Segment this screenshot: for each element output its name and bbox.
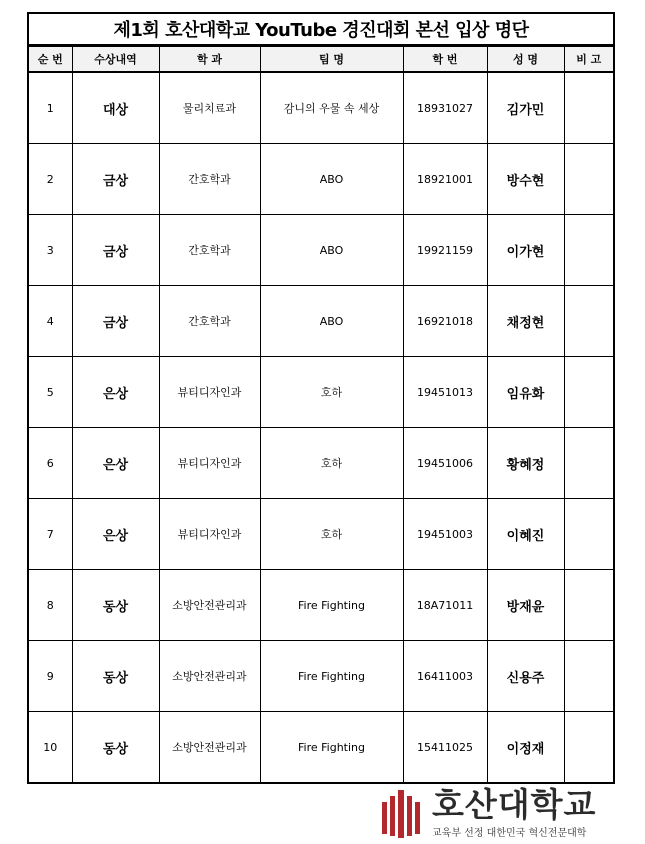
cell-award: 금상 [72, 215, 159, 286]
cell-number: 2 [29, 144, 72, 215]
cell-team: 호하 [260, 499, 403, 570]
table-row [29, 570, 613, 641]
table-row [29, 286, 613, 357]
cell-award: 대상 [72, 72, 159, 144]
cell-number: 9 [29, 641, 72, 712]
cell-student-id: 19451006 [403, 428, 487, 499]
cell-name: 이정재 [487, 712, 564, 783]
cell-name: 신용주 [487, 641, 564, 712]
cell-award: 동상 [72, 570, 159, 641]
cell-student-id: 16921018 [403, 286, 487, 357]
header-row [29, 47, 613, 73]
table-row [29, 712, 613, 783]
university-logo [380, 786, 630, 842]
cell-number: 6 [29, 428, 72, 499]
cell-department: 소방안전관리과 [159, 641, 260, 712]
cell-note [564, 712, 613, 783]
university-slogan: 교육부 선정 대한민국 혁신전문대학 [432, 828, 587, 839]
cell-award: 금상 [72, 144, 159, 215]
cell-note [564, 215, 613, 286]
table-row [29, 215, 613, 286]
cell-team: 감니의 우물 속 세상 [260, 72, 403, 144]
cell-award: 은상 [72, 357, 159, 428]
cell-note [564, 428, 613, 499]
page-title: 제1회 호산대학교 YouTube 경진대회 본선 입상 명단 [29, 14, 613, 46]
cell-number: 4 [29, 286, 72, 357]
cell-team: 호하 [260, 428, 403, 499]
header-award: 수상내역 [72, 47, 159, 73]
cell-award: 동상 [72, 641, 159, 712]
cell-department: 뷰티디자인과 [159, 499, 260, 570]
cell-note [564, 499, 613, 570]
cell-team: Fire Fighting [260, 570, 403, 641]
cell-student-id: 19451003 [403, 499, 487, 570]
cell-team: ABO [260, 144, 403, 215]
cell-note [564, 357, 613, 428]
cell-department: 간호학과 [159, 144, 260, 215]
header-student-id: 학 번 [403, 47, 487, 73]
cell-name: 임유화 [487, 357, 564, 428]
cell-name: 방수현 [487, 144, 564, 215]
cell-department: 물리치료과 [159, 72, 260, 144]
cell-department: 간호학과 [159, 286, 260, 357]
award-table [29, 46, 613, 782]
header-team: 팀 명 [260, 47, 403, 73]
cell-note [564, 286, 613, 357]
cell-student-id: 16411003 [403, 641, 487, 712]
cell-number: 3 [29, 215, 72, 286]
cell-team: 호하 [260, 357, 403, 428]
header-department: 학 과 [159, 47, 260, 73]
table-row [29, 428, 613, 499]
cell-name: 황혜정 [487, 428, 564, 499]
cell-team: Fire Fighting [260, 641, 403, 712]
cell-number: 10 [29, 712, 72, 783]
cell-number: 1 [29, 72, 72, 144]
header-number: 순 번 [29, 47, 72, 73]
cell-team: ABO [260, 215, 403, 286]
header-name: 성 명 [487, 47, 564, 73]
university-emblem-icon [380, 788, 424, 840]
cell-department: 간호학과 [159, 215, 260, 286]
cell-name: 채정현 [487, 286, 564, 357]
cell-team: ABO [260, 286, 403, 357]
award-list-sheet [27, 12, 615, 784]
table-row [29, 72, 613, 144]
cell-department: 소방안전관리과 [159, 570, 260, 641]
cell-award: 은상 [72, 428, 159, 499]
cell-name: 김가민 [487, 72, 564, 144]
cell-department: 소방안전관리과 [159, 712, 260, 783]
table-row [29, 144, 613, 215]
cell-award: 금상 [72, 286, 159, 357]
table-row [29, 499, 613, 570]
cell-number: 5 [29, 357, 72, 428]
cell-student-id: 19451013 [403, 357, 487, 428]
cell-name: 방재윤 [487, 570, 564, 641]
cell-number: 8 [29, 570, 72, 641]
cell-note [564, 72, 613, 144]
cell-name: 이가현 [487, 215, 564, 286]
cell-student-id: 15411025 [403, 712, 487, 783]
cell-student-id: 18921001 [403, 144, 487, 215]
cell-award: 은상 [72, 499, 159, 570]
cell-note [564, 570, 613, 641]
table-row [29, 641, 613, 712]
cell-student-id: 18A71011 [403, 570, 487, 641]
table-row [29, 357, 613, 428]
cell-team: Fire Fighting [260, 712, 403, 783]
cell-award: 동상 [72, 712, 159, 783]
header-note: 비 고 [564, 47, 613, 73]
cell-student-id: 19921159 [403, 215, 487, 286]
cell-note [564, 641, 613, 712]
cell-name: 이혜진 [487, 499, 564, 570]
university-name: 호산대학교 [432, 785, 597, 824]
cell-student-id: 18931027 [403, 72, 487, 144]
cell-department: 뷰티디자인과 [159, 428, 260, 499]
cell-department: 뷰티디자인과 [159, 357, 260, 428]
cell-note [564, 144, 613, 215]
cell-number: 7 [29, 499, 72, 570]
